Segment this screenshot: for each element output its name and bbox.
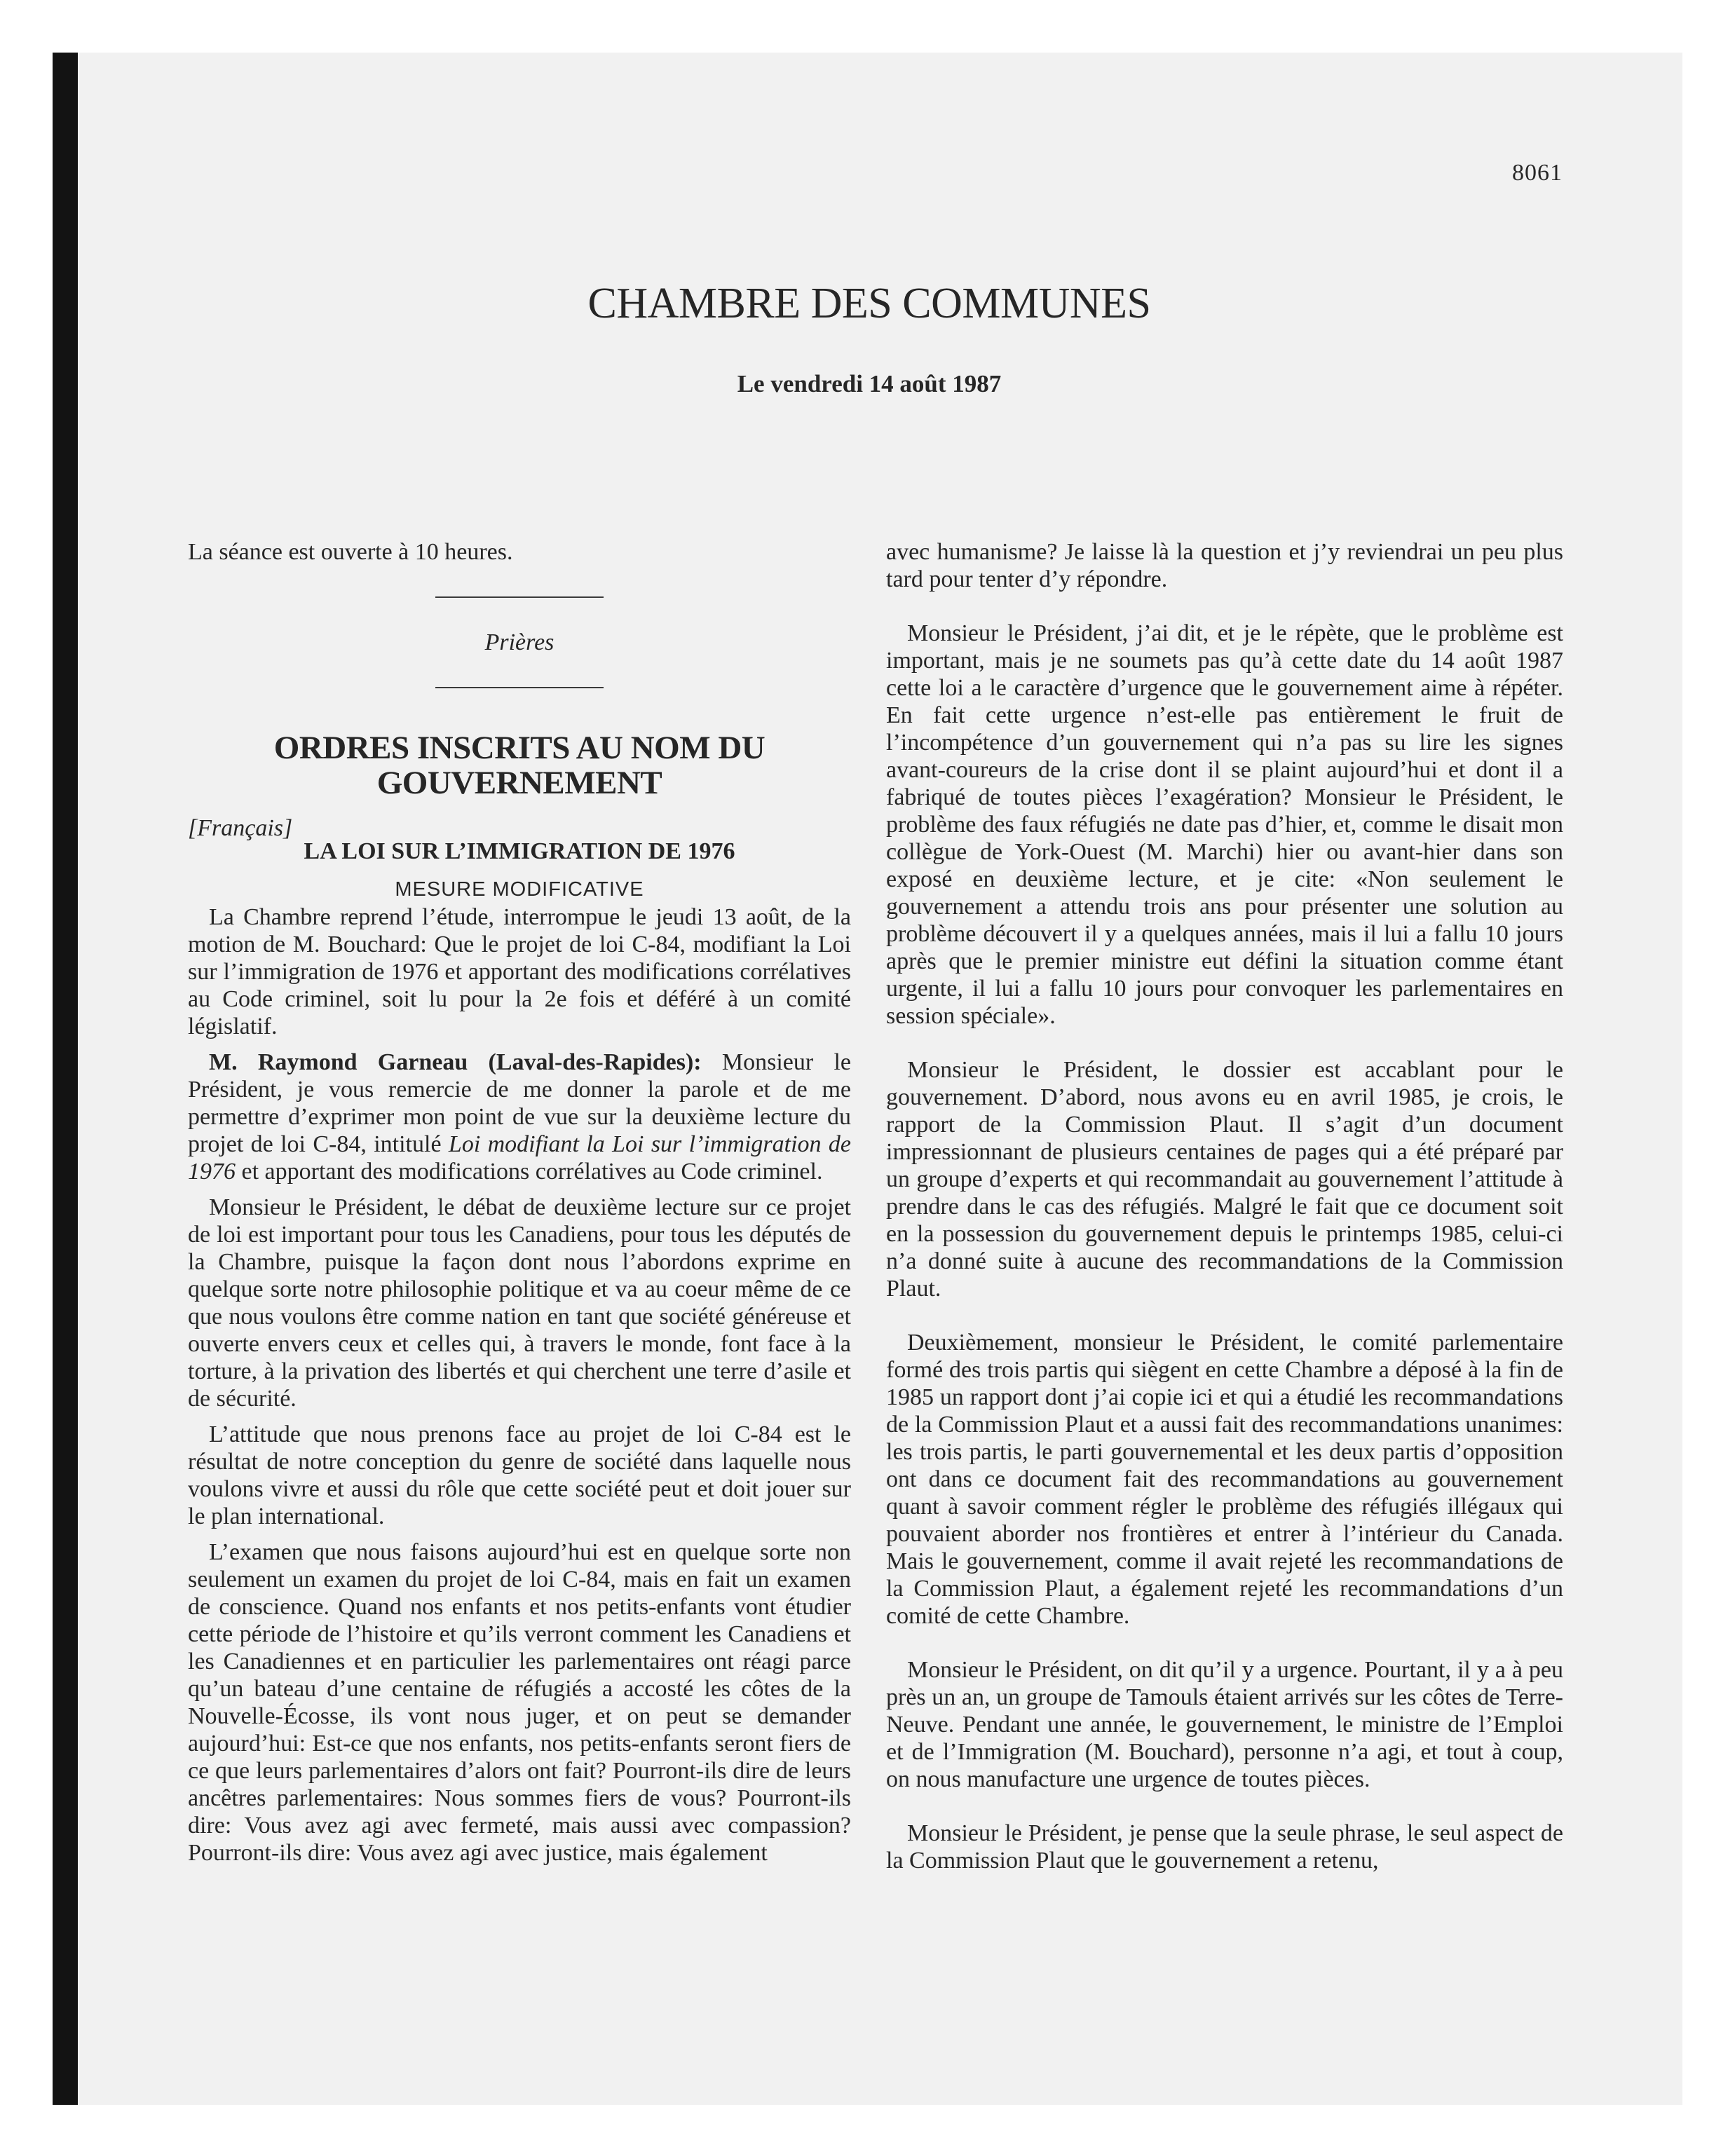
speech-text: et apportant des modifications corrélatives au Code criminel. xyxy=(241,1159,823,1185)
subject-heading: LA LOI SUR L’IMMIGRATION DE 1976 xyxy=(304,838,735,864)
opening-line: La séance est ouverte à 10 heures. xyxy=(188,539,513,565)
speech-paragraph: Deuxièmement, monsieur le Président, le comité parlementaire formé des trois partis qui siègent en cette Chambre a déposé à la fin de 1985 un rapport dont j’ai copie ici et qui a étudié les recommandations de la Commission Plaut et a aussi fait des recommandations unanimes: les trois partis, le parti gouvernemental et les deux partis d’opposition ont dans ce document fait des recommandations au gouvernement quant à savoir comment régler le problème des réfugiés illégaux qui pouvaient aborder nos frontières et entrer à l’intérieur du Canada. Mais le gouvernement, comme il avait rejeté les recommandations de la Commission Plaut, a également rejeté les recommandations d’un comité de cette Chambre. xyxy=(886,1330,1563,1629)
subheading: MESURE MODIFICATIVE xyxy=(395,878,644,901)
motion-paragraph: La Chambre reprend l’étude, interrompue le jeudi 13 août, de la motion de M. Bouchard: Que le projet de loi C-84, modifiant la Loi sur l’immigration de 1976 et apportant des modifications corrélatives au Code criminel, soit lu pour la 2e fois et déféré à un comité législatif. xyxy=(188,904,851,1039)
divider-rule xyxy=(435,687,604,688)
speech-paragraph: Monsieur le Président, le dossier est accablant pour le gouvernement. D’abord, nous avons eu en avril 1985, je crois, le rapport de la Commission Plaut. Il s’agit d’un document impressionnant de plusieurs centaines de pages qui a été préparé par un groupe d’experts et qui recommandait au gouvernement l’attitude à prendre dans le cas des réfugiés. Malgré le fait que ce document soit en la possession du gouvernement depuis le printemps 1985, celui-ci n’a donné suite à aucune des recommandations de la Commission Plaut. xyxy=(886,1057,1563,1302)
left-column xyxy=(188,538,851,1867)
page-title: CHAMBRE DES COMMUNES xyxy=(587,280,1151,327)
section-heading: ORDRES INSCRITS AU NOM DU GOUVERNEMENT xyxy=(273,730,766,801)
right-column xyxy=(886,538,1563,1874)
speech-paragraph: L’attitude que nous prenons face au projet de loi C-84 est le résultat de notre conception du genre de société dans laquelle nous voulons vivre et aussi du rôle que cette société peut et doit jouer sur le plan international. xyxy=(188,1421,851,1529)
bill-title: Loi modifiant la Loi sur l’immigration de 1976 xyxy=(188,1131,851,1185)
speech-paragraph xyxy=(188,1049,851,1185)
page-number: 8061 xyxy=(1512,160,1563,186)
language-tag: [Français] xyxy=(188,815,293,841)
speech-paragraph: avec humanisme? Je laisse là la question et j’y reviendrai un peu plus tard pour tenter d’y répondre. xyxy=(886,539,1563,592)
prayers-heading: Prières xyxy=(484,629,554,655)
speech-paragraph: Monsieur le Président, je pense que la seule phrase, le seul aspect de la Commission Plaut que le gouvernement a retenu, xyxy=(886,1820,1563,1874)
sitting-date: Le vendredi 14 août 1987 xyxy=(737,370,1002,397)
speech-paragraph: L’examen que nous faisons aujourd’hui est en quelque sorte non seulement un examen du projet de loi C-84, mais en fait un examen de conscience. Quand nos enfants et nos petits-enfants vont étudier cette période de l’histoire et qu’ils verront comment les Canadiens et les Canadiennes et en particulier les parlementaires ont réagi parce qu’un bateau d’une centaine de réfugiés a accosté les côtes de la Nouvelle-Écosse, ils vont nous juger, et on peut se demander aujourd’hui: Est-ce que nos enfants, nos petits-enfants seront fiers de ce que leurs parlementaires d’alors ont fait? Pourront-ils dire de leurs ancêtres parlementaires: Nous sommes fiers de vous? Pourront-ils dire: Vous avez agi avec fermeté, mais aussi avec compassion? Pourront-ils dire: Vous avez agi avec justice, mais également xyxy=(188,1539,851,1866)
speech-paragraph: Monsieur le Président, le débat de deuxième lecture sur ce projet de loi est important pour tous les Canadiens, pour tous les députés de la Chambre, puisque la façon dont nous l’abordons exprime en quelque sorte notre philosophie politique et va au coeur même de ce que nous voulons être comme nation en tant que société généreuse et ouverte envers ceux et celles qui, à travers le monde, font face à la torture, à la privation des libertés et qui cherchent une terre d’asile et de sécurité. xyxy=(188,1194,851,1412)
speech-paragraph: Monsieur le Président, j’ai dit, et je le répète, que le problème est important, mais je ne soumets pas qu’à cette date du 14 août 1987 cette loi a le caractère d’urgence que le gouvernement aime à répéter. En fait cette urgence n’est-elle pas entièrement le fruit de l’incompétence d’un gouvernement qui n’a pas su lire les signes avant-coureurs de la crise dont il se plaint aujourd’hui et dont il a fabriqué de toutes pièces l’exagération? Monsieur le Président, le problème des faux réfugiés ne date pas d’hier, et, comme le disait mon collègue de York-Ouest (M. Marchi) hier ou avant-hier dans son exposé en deuxième lecture, et je cite: «Non seulement le gouvernement a attendu trois ans pour présenter une solution au problème découvert il y a quelques années, mais il lui a fallu 10 jours après que le premier ministre eut défini la situation comme étant urgente, il lui a fallu 10 jours pour convoquer les parlementaires en session spéciale». xyxy=(886,620,1563,1029)
binding-edge xyxy=(53,53,78,2105)
speaker-name: M. Raymond Garneau (Laval-des-Rapides): xyxy=(209,1049,702,1075)
speech-text: Monsieur le Président, je vous remercie de me donner la parole et de me permettre d’exprimer mon point de vue sur la deuxième lecture du projet de loi C-84, intitulé xyxy=(188,1049,852,1157)
divider-rule xyxy=(435,596,604,598)
speech-paragraph: Monsieur le Président, on dit qu’il y a urgence. Pourtant, il y a à peu près un an, un groupe de Tamouls étaient arrivés sur les côtes de Terre-Neuve. Pendant une année, le gouvernement, le ministre de l’Emploi et de l’Immigration (M. Bouchard), personne n’a agi, et tout à coup, on nous manufacture une urgence de toutes pièces. xyxy=(886,1657,1563,1792)
